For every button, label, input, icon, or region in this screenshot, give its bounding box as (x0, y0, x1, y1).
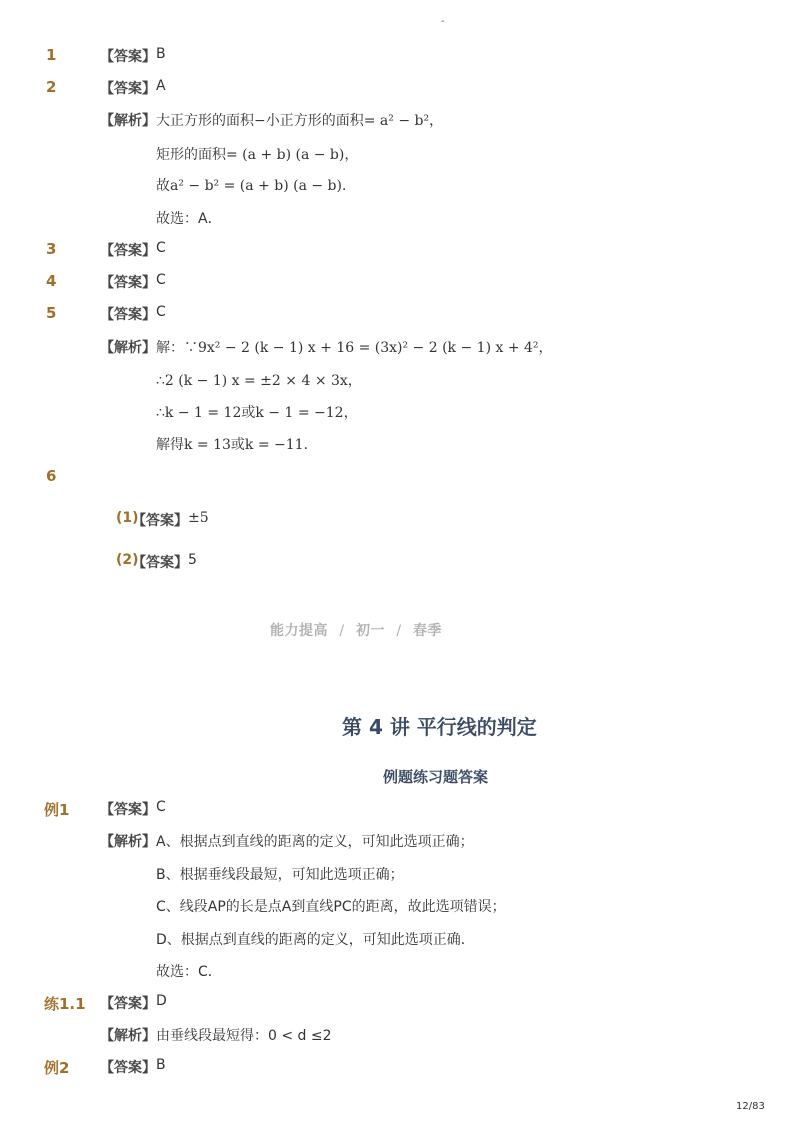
answer-value: C (156, 799, 166, 815)
question-number: 5 (46, 304, 57, 322)
section-title: 第 4 讲 平行线的判定 (342, 715, 537, 739)
question-number: 2 (46, 78, 57, 96)
answer-value: C (156, 272, 166, 288)
answer-value: D (156, 993, 167, 1009)
answer-value: ±5 (188, 510, 209, 526)
question-number: 3 (46, 240, 57, 258)
separator: / (339, 623, 345, 639)
analysis-label: 【解析】 (100, 340, 156, 356)
course-grade: 初一 (355, 623, 385, 639)
answer-label: 【答案】 (132, 555, 188, 571)
answer-label: 【答案】 (100, 243, 156, 259)
sub-question-number: (1) (116, 510, 139, 526)
answer-label: 【答案】 (100, 275, 156, 291)
course-label (270, 620, 442, 640)
analysis-label: 【解析】 (100, 113, 156, 129)
analysis-label: 【解析】 (100, 834, 156, 850)
example-number: 例2 (44, 1059, 70, 1077)
answer-label: 【答案】 (100, 49, 156, 65)
question-number: 6 (46, 467, 57, 485)
analysis-line: 故选：A． (156, 211, 222, 227)
answer-label: 【答案】 (100, 802, 156, 818)
answer-label: 【答案】 (100, 307, 156, 323)
analysis-line: 故选：C． (156, 964, 222, 980)
separator: / (396, 623, 402, 639)
analysis-label: 【解析】 (100, 1028, 156, 1044)
question-number: 4 (46, 272, 57, 290)
section-subtitle: 例题练习题答案 (383, 768, 489, 786)
question-number: 1 (46, 46, 57, 64)
analysis-line: C、线段AP的长是点A到直线PC的距离，故此选项错误； (156, 899, 506, 915)
answer-value: 5 (188, 552, 197, 568)
analysis-line: D、根据点到直线的距离的定义，可知此选项正确． (156, 932, 475, 948)
answer-value: B (156, 46, 166, 62)
analysis-line: 大正方形的面积−小正方形的面积= a² − b²， (156, 113, 444, 129)
answer-value: C (156, 240, 166, 256)
analysis-line: 故a² − b² = (a + b) (a − b)． (156, 178, 356, 194)
answer-label: 【答案】 (100, 81, 156, 97)
analysis-line: A、根据点到直线的距离的定义，可知此选项正确； (156, 834, 474, 850)
answer-value: C (156, 304, 166, 320)
answer-value: A (156, 78, 166, 94)
analysis-line: B、根据垂线段最短，可知此选项正确； (156, 867, 404, 883)
example-number: 练1.1 (44, 995, 86, 1013)
analysis-line: 矩形的面积= (a + b) (a − b)， (156, 147, 359, 163)
analysis-line: 解得k = 13或k = −11． (156, 437, 318, 453)
analysis-line: ∴2 (k − 1) x = ±2 × 4 × 3x， (156, 373, 362, 389)
course-season: 春季 (412, 623, 442, 639)
answer-label: 【答案】 (132, 513, 188, 529)
sub-question-number: (2) (116, 552, 139, 568)
page-number: 12/83 (736, 1101, 765, 1112)
answer-value: B (156, 1057, 166, 1073)
analysis-line: ∴k − 1 = 12或k − 1 = −12， (156, 405, 358, 421)
analysis-line: 由垂线段最短得：0 < d ≤2 (156, 1028, 332, 1044)
answer-label: 【答案】 (100, 996, 156, 1012)
example-number: 例1 (44, 801, 70, 819)
top-mark: - (441, 16, 445, 27)
answer-label: 【答案】 (100, 1060, 156, 1076)
analysis-line: 解：∵9x² − 2 (k − 1) x + 16 = (3x)² − 2 (k − 1) x + 4²， (156, 340, 553, 356)
course-level: 能力提高 (270, 623, 328, 639)
